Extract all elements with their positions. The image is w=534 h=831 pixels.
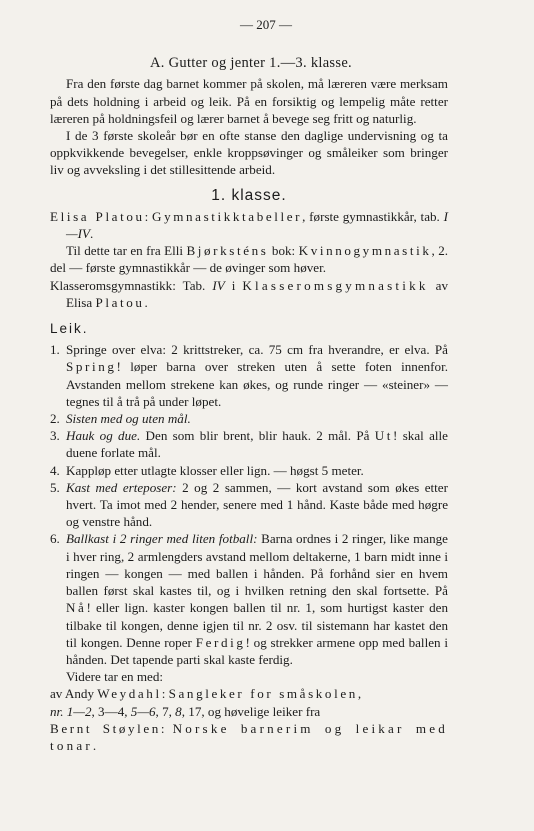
reference-bjorksten: Til dette tar en fra Elli Bjørksténs bok: Kvinnogymnastik, 2. del — første gymnastikkår — de øvinger som høver.	[50, 243, 449, 276]
section-heading: A. Gutter og jenter 1.—3. klasse.	[150, 55, 352, 72]
games-list	[50, 341, 448, 668]
reference-platou-tables: Elisa Platou: Gymnastikktabeller, første gymnastikkår, tab. I—IV.	[50, 208, 448, 242]
book-title: Sangleker for småskolen	[168, 686, 358, 702]
book-title: Kvinnogymnastik	[298, 243, 432, 259]
list-item: 2. Sisten med og uten mål.	[50, 411, 191, 427]
further-intro: Videre tar en med:	[66, 669, 164, 685]
author-name: Weydahl	[97, 686, 162, 702]
author-name: Bernt Støylen	[50, 720, 161, 736]
list-item: 1. Springe over elva: 2 krittstreker, ca. 75 cm fra hverandre, er elva. På Spring! løper barna over streken uten å sette foten innenfor. Avstanden mellom strekene kan økes, og runde ringer — «steiner» — tegnes til å trå på under løpet.	[50, 342, 448, 409]
book-title: Klasseromsgymnastikk	[242, 277, 429, 293]
reference-classroom-gymnastics: Klasseromsgymnastikk: Tab. IV i Klasseromsgymnastikk av Elisa Platou.	[50, 277, 448, 310]
page-number: — 207 —	[240, 17, 292, 32]
intro-paragraph-2: I de 3 første skoleår bør en ofte stanse den daglige undervisning og ta oppkvikkende bevegelser, enkle kroppsøvinger og småleiker som bringer liv og avveksling i det stillesittende arbeid.	[50, 128, 448, 178]
book-title: Gymnastikktabeller	[152, 208, 303, 224]
list-item: 6. Ballkast i 2 ringer med liten fotball: Barna ordnes i 2 ringer, like mange i hver ring, 2 armlengders avstand mellom deltakerne, 1 barn midt inne i ringen — kongen — med ballen i hånden. På forhånd sier en hvem ballen først skal kastes til, og i hvilken retning den skal fortsette. På Nå! eller lign. kaster kongen ballen til nr. 1, som hurtigst kaster den tilbake til kongen, denne igjen til nr. 2 osv. til sistemann har kastet den til kongen. Denne roper Ferdig! og strekker armene opp med ballen i hånden. Det tapende parti skal kaste ferdig.	[50, 531, 448, 667]
further-reference-weydahl: av Andy Weydahl: Sangleker for småskolen, nr. 1—2, 3—4, 5—6, 7, 8, 17, og høvelige leiker fra Bernt Støylen: Norske barnerim og leikar med tonar.	[50, 686, 448, 753]
class-heading: 1. klasse.	[211, 186, 287, 204]
list-item: 5. Kast med erteposer: 2 og 2 sammen, — kort avstand som økes etter hvert. Ta imot med 2 hender, senere med 1 hånd. Kaste både med høgre og venstre hånd.	[50, 479, 448, 530]
author-name: Bjørksténs	[186, 243, 269, 259]
list-item: 3. Hauk og due. Den som blir brent, blir hauk. 2 mål. På Ut! skal alle duene forlate mål.	[50, 428, 448, 461]
author-name: Elisa Platou	[50, 208, 145, 224]
intro-paragraph-1: Fra den første dag barnet kommer på skolen, må læreren være merksam på dets holdning i arbeid og leik. På en forsiktig og lempelig måte retter læreren på holdningsfeil og lærer barnet å bevege seg fritt og naturlig.	[50, 76, 448, 126]
author-name: Platou	[95, 294, 145, 310]
list-item: 4. Kappløp etter utlagte klosser eller lign. — høgst 5 meter.	[50, 462, 364, 478]
book-title: Norske barnerim og leikar med tonar	[50, 720, 448, 753]
games-heading: Leik.	[50, 321, 89, 337]
